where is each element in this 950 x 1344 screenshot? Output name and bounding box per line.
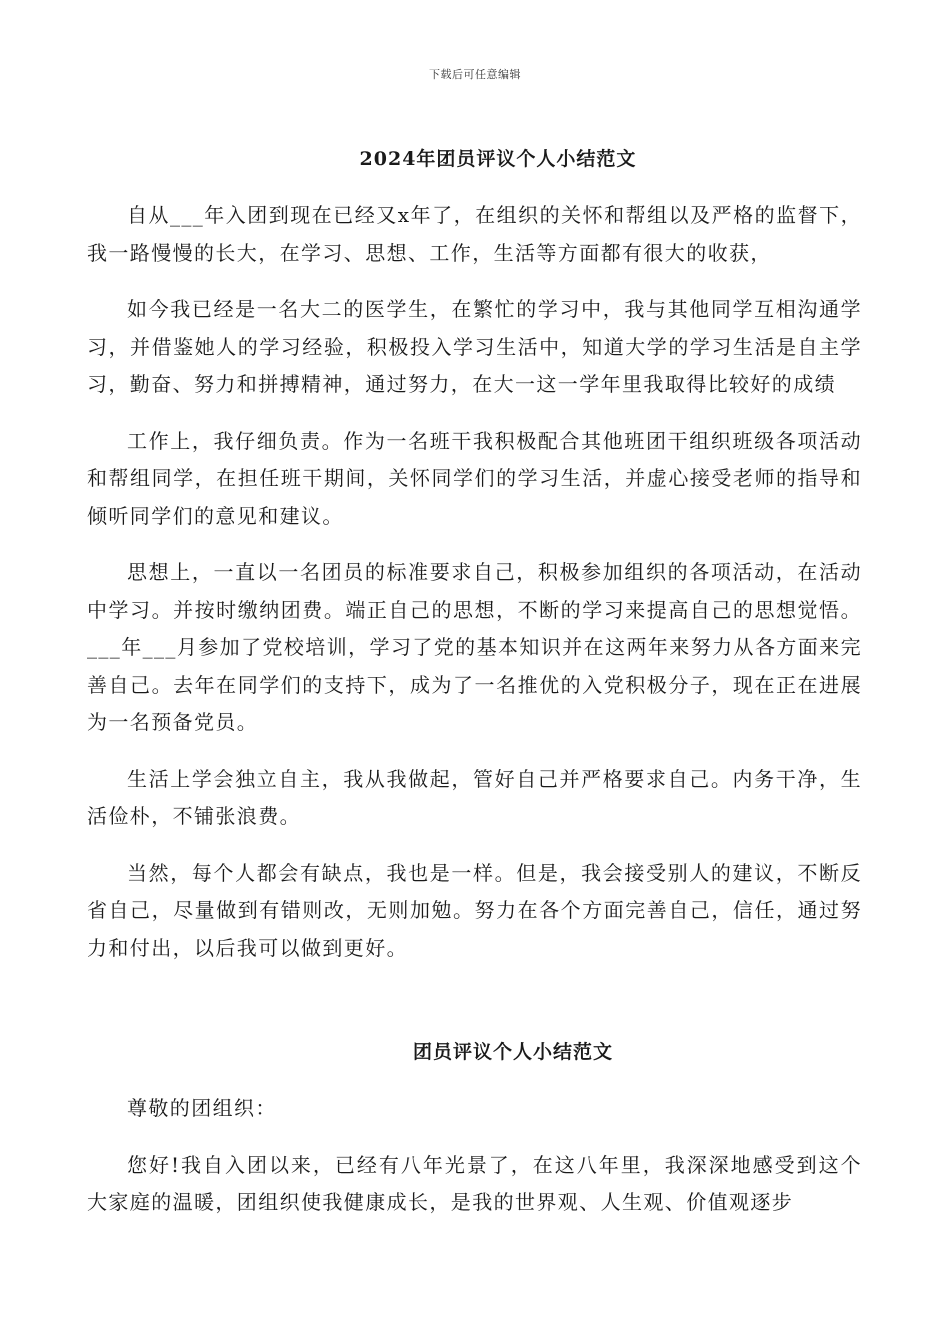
- paragraph-life: 生活上学会独立自主，我从我做起，管好自己并严格要求自己。内务干净，生活俭朴，不铺张浪费。: [87, 766, 862, 828]
- section-title: 团员评议个人小结范文: [412, 1041, 613, 1063]
- paragraph-conclusion: 当然，每个人都会有缺点，我也是一样。但是，我会接受别人的建议，不断反省自己，尽量做到有错则改，无则加勉。努力在各个方面完善自己，信任，通过努力和付出，以后我可以做到更好。: [87, 860, 862, 960]
- paragraph-intro: 自从___年入团到现在已经又x年了，在组织的关怀和帮组以及严格的监督下，我一路慢慢的长大，在学习、思想、工作，生活等方面都有很大的收获，: [87, 203, 862, 265]
- paragraph-thought: 思想上，一直以一名团员的标准要求自己，积极参加组织的各项活动，在活动中学习。并按时缴纳团费。端正自己的思想，不断的学习来提高自己的思想觉悟。___年___月参加了党校培训，学习了党的基本知识并在这两年来努力从各方面来完善自己。去年在同学们的支持下，成为了一名推优的入党积极分子，现在正在进展为一名预备党员。: [87, 560, 862, 734]
- paragraph-salutation: 尊敬的团组织：: [127, 1096, 277, 1120]
- header-note: 下载后可任意编辑: [429, 68, 521, 81]
- paragraph-greeting: 您好!我自入团以来，已经有八年光景了，在这八年里，我深深地感受到这个大家庭的温暖，团组织使我健康成长，是我的世界观、人生观、价值观逐步: [87, 1152, 862, 1214]
- document-title: 2024年团员评议个人小结范文: [359, 148, 637, 170]
- document-body: [87, 197, 862, 986]
- paragraph-work: 工作上，我仔细负责。作为一名班干我积极配合其他班团干组织班级各项活动和帮组同学，在担任班干期间，关怀同学们的学习生活，并虚心接受老师的指导和倾听同学们的意见和建议。: [87, 428, 862, 528]
- paragraph-study: 如今我已经是一名大二的医学生，在繁忙的学习中，我与其他同学互相沟通学习，并借鉴她人的学习经验，积极投入学习生活中，知道大学的学习生活是自主学习，勤奋、努力和拼搏精神，通过努力，在大一这一学年里我取得比较好的成绩: [87, 297, 862, 396]
- section-body: [87, 1090, 862, 1241]
